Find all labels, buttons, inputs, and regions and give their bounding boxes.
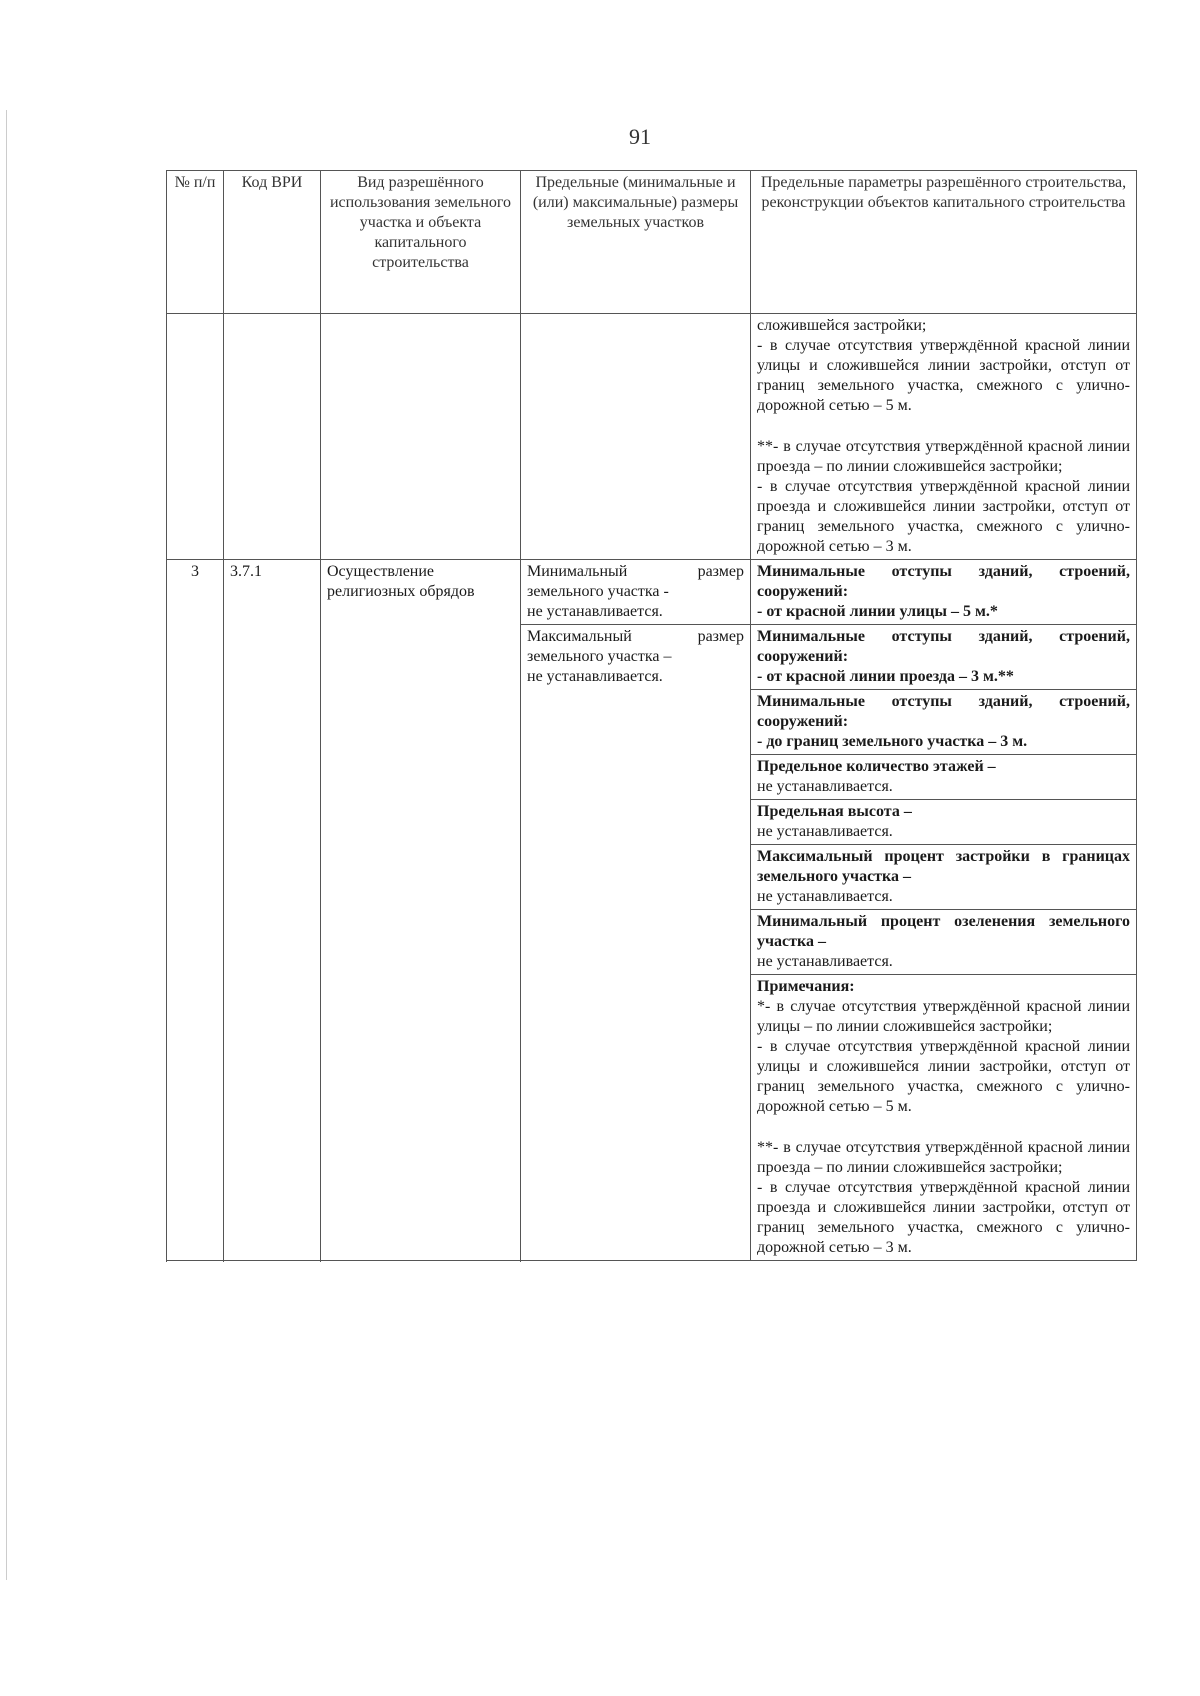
table-header-row [167,171,1137,314]
param-title: Предельная высота – [757,803,912,820]
param-value: не устанавливается. [757,778,893,795]
param-title: Предельное количество этажей – [757,758,996,775]
param-cell [751,690,1137,755]
min-plot-size-title: Минимальный размер земельного участка - [527,563,744,600]
header-use-type: Вид разрешённого использования земельного участка и объекта капитального строительства [321,171,521,314]
param-value: не устанавливается. [757,823,893,840]
table-row-3 [167,560,1137,625]
header-code: Код ВРИ [224,171,321,314]
cell-empty [167,314,224,560]
row-number: 3 [167,560,224,1261]
param-title: Минимальные отступы зданий, строений, сооружений: [757,628,1130,665]
param-cell [751,800,1137,845]
note-line: **- в случае отсутствия утверждённой красной линии проезда – по линии сложившейся застройки; [757,438,1130,475]
row-use-type: Осуществление религиозных обрядов [321,560,521,1261]
scan-margin-line [6,110,7,1580]
param-value: - до границ земельного участка – 3 м. [757,733,1028,750]
param-value: не устанавливается. [757,953,893,970]
param-title: Минимальные отступы зданий, строений, сооружений: [757,563,1130,600]
param-value: - от красной линии улицы – 5 м.* [757,603,998,620]
param-cell [751,910,1137,975]
table-row-continuation [167,314,1137,560]
note-line: - в случае отсутствия утверждённой красной линии улицы и сложившейся линии застройки, отступ от границ земельного участка, смежного с улично-дорожной сетью – 5 м. [757,1038,1130,1115]
note-line: - в случае отсутствия утверждённой красной линии проезда и сложившейся линии застройки, отступ от границ земельного участка, смежного с улично-дорожной сетью – 3 м. [757,478,1130,555]
min-plot-size [521,560,751,625]
cell-empty [224,314,321,560]
row-code: 3.7.1 [224,560,321,1261]
page-number: 91 [629,124,651,149]
param-cell [751,845,1137,910]
param-title: Максимальный процент застройки в границах земельного участка – [757,848,1130,885]
param-title: Минимальные отступы зданий, строений, сооружений: [757,693,1130,730]
note-line: - в случае отсутствия утверждённой красной линии проезда и сложившейся линии застройки, отступ от границ земельного участка, смежного с улично-дорожной сетью – 3 м. [757,1179,1130,1256]
cell-empty [521,314,751,560]
note-line: **- в случае отсутствия утверждённой красной линии проезда – по линии сложившейся застройки; [757,1139,1130,1176]
param-cell [751,625,1137,690]
note-line: *- в случае отсутствия утверждённой красной линии улицы – по линии сложившейся застройки; [757,998,1130,1035]
param-value: не устанавливается. [757,888,893,905]
header-construction-params: Предельные параметры разрешённого строительства, реконструкции объектов капитального строительства [751,171,1137,314]
param-cell [751,560,1137,625]
note-line: - в случае отсутствия утверждённой красной линии улицы и сложившейся линии застройки, отступ от границ земельного участка, смежного с улично-дорожной сетью – 5 м. [757,337,1130,414]
max-plot-size-title: Максимальный размер земельного участка – [527,628,744,665]
header-plot-size: Предельные (минимальные и (или) максимальные) размеры земельных участков [521,171,751,314]
param-title: Минимальный процент озеленения земельного участка – [757,913,1130,950]
cell-empty [321,314,521,560]
zoning-parameters-table [166,170,1137,1261]
min-plot-size-value: не устанавливается. [527,603,663,620]
header-number: № п/п [167,171,224,314]
note-line: сложившейся застройки; [757,317,927,334]
continuation-notes [751,314,1137,560]
max-plot-size [521,625,751,1261]
param-cell [751,755,1137,800]
notes-cell [751,975,1137,1261]
max-plot-size-value: не устанавливается. [527,668,663,685]
param-value: - от красной линии проезда – 3 м.** [757,668,1014,685]
notes-title: Примечания: [757,978,855,995]
